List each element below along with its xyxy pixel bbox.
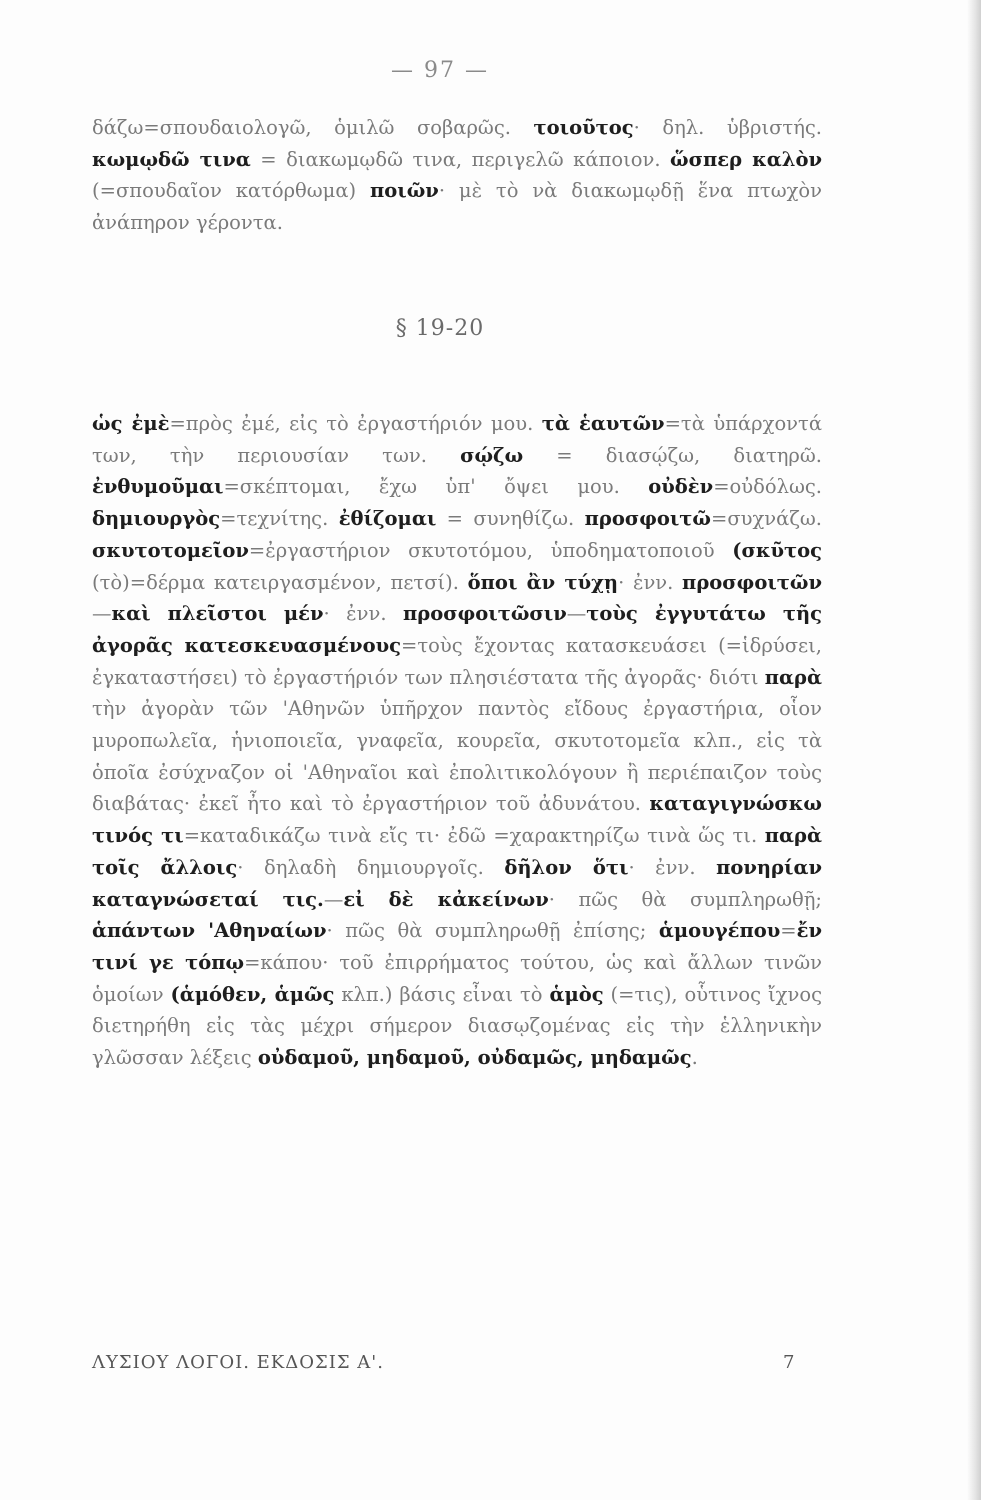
gloss-text: =τὰ ὑπάρχοντά των, τὴν περιουσίαν των. xyxy=(92,412,822,467)
printer-signature-mark: 7 xyxy=(783,1352,795,1373)
gloss-text: =κάπου· τοῦ ἐπιρρήματος τούτου, ὡς καὶ ἄλλων τινῶν ὁμοίων xyxy=(92,950,822,1006)
lemma: παρὰ xyxy=(764,665,822,689)
lemma: ἐνθυμοῦμαι xyxy=(92,475,224,499)
lemma: (σκῦτος xyxy=(732,538,822,562)
running-footer-title: ΛΥΣΙΟΥ ΛΟΓΟΙ. ΕΚΔΟΣΙΣ Α'. xyxy=(92,1352,384,1373)
gloss-text: = διασῴζω, διατηρῶ. xyxy=(523,443,822,467)
commentary-paragraph-main xyxy=(92,408,822,1074)
lemma: προσφοιτῶν xyxy=(682,570,822,594)
lemma: τοιοῦτος xyxy=(533,116,634,139)
gloss-text: δάζω=σπουδαιολογῶ, ὁμιλῶ σοβαρῶς. xyxy=(92,116,534,139)
gloss-text: · πῶς θὰ συμπληρωθῇ ἐπίσης; xyxy=(326,919,659,943)
lemma: τοὺς ἐγγυτάτω τῆς ἀγορᾶς κατεσκευασμένους xyxy=(92,602,822,657)
lemma: καταγιγνώσκω τινός τι xyxy=(92,792,822,848)
lemma: ὥσπερ καλὸν xyxy=(670,147,822,171)
gloss-text: =καταδικάζω τινὰ εἴς τι· ἐδῶ =χαρακτηρίζω τινὰ ὥς τι. xyxy=(183,824,765,848)
gloss-text: · ἐνν. xyxy=(628,855,717,879)
gloss-text: =σκέπτομαι, ἔχω ὑπ' ὄψει μου. xyxy=(223,475,649,499)
gloss-text: =τοὺς ἔχοντας κατασκευάσει (=ἱδρύσει, ἐγκαταστήσει) τὸ ἐργαστήριόν των πλησιέστατα τῆς ἀγορᾶς· διότι xyxy=(92,633,822,689)
gloss-text: (τὸ)=δέρμα κατειργασμένον, πετσί). xyxy=(92,570,468,594)
gloss-text: · ἐνν. xyxy=(618,570,683,594)
lemma: ποιῶν xyxy=(370,179,439,203)
lemma: ἁμὸς xyxy=(549,982,604,1006)
lemma: οὐδαμοῦ, μηδαμοῦ, οὐδαμῶς, μηδαμῶς xyxy=(257,1046,692,1070)
lemma: σκυτοτομεῖον xyxy=(92,538,249,562)
lemma: προσφοιτῶσιν xyxy=(403,602,567,626)
gloss-text: =ἐργαστήριον σκυτοτόμου, ὑποδηματοποιοῦ xyxy=(248,538,733,562)
gloss-text: =τεχνίτης. xyxy=(220,507,339,531)
gloss-text: κλπ.) βάσις εἶναι τὸ xyxy=(334,982,550,1006)
lemma: καὶ πλεῖστοι μέν xyxy=(111,602,324,626)
lemma: ἐθίζομαι xyxy=(338,507,437,531)
lemma: παρὰ τοῖς ἄλλοις xyxy=(92,824,822,879)
gloss-text: = διακωμῳδῶ τινα, περιγελῶ κάποιον. xyxy=(250,147,671,171)
gloss-text: · δηλαδὴ δημιουργοῖς. xyxy=(237,855,505,879)
gloss-text: — xyxy=(566,602,587,626)
lemma: τὰ ἑαυτῶν xyxy=(541,412,665,435)
lemma: σῴζω xyxy=(460,443,524,467)
lemma: ἔν τινί γε τόπῳ xyxy=(92,919,822,974)
gloss-text: (=τις), οὗτινος ἴχνος διετηρήθη εἰς τὰς μέχρι σήμερον διασῳζομένας εἰς τὴν ἑλληνικὴν γλῶσσαν λέξεις xyxy=(92,982,822,1070)
gloss-text: — xyxy=(323,887,344,911)
gloss-text: · πῶς θὰ συμπληρωθῇ; xyxy=(548,887,822,911)
gloss-text: (=σπουδαῖον κατόρθωμα) xyxy=(92,179,371,203)
lemma: (ἁμόθεν, ἁμῶς xyxy=(170,982,335,1006)
lemma: οὐδὲν xyxy=(648,475,714,499)
lemma: εἰ δὲ κἀκείνων xyxy=(343,887,549,911)
gloss-text: · μὲ τὸ νὰ διακωμῳδῇ ἕνα πτωχὸν ἀνάπηρον γέροντα. xyxy=(92,179,823,235)
lemma: ὅποι ἂν τύχῃ xyxy=(467,570,619,594)
page-edge-shadow xyxy=(967,0,981,1500)
lemma: δῆλον ὅτι xyxy=(504,855,629,879)
gloss-text: — xyxy=(92,602,112,626)
gloss-text: =οὐδόλως. xyxy=(713,475,822,499)
gloss-text: = xyxy=(780,919,797,943)
lemma: προσφοιτῶ xyxy=(584,507,711,531)
gloss-text: =συχνάζω. xyxy=(710,507,822,531)
lemma: ὡς ἐμὲ xyxy=(92,412,170,435)
gloss-text: · δηλ. ὑβριστής. xyxy=(633,116,822,139)
lemma: ἁπάντων 'Αθηναίων xyxy=(92,919,327,943)
lemma: πονηρίαν καταγνώσεταί τις. xyxy=(92,855,822,911)
section-heading: § 19-20 xyxy=(395,316,485,341)
lemma: ἁμουγέπου xyxy=(658,919,781,943)
gloss-text: τὴν ἀγορὰν τῶν 'Αθηνῶν ὑπῆρχον παντὸς εἴδους ἐργαστήρια, οἷον μυροπωλεῖα, ἡνιοποιεῖα, γναφεῖα, κουρεῖα, σκυτοτομεῖα κλπ., εἰς τὰ ὁποῖα ἐσύχναζον οἱ 'Αθηναῖοι καὶ ἐπολιτικολόγουν ἢ περιέπαιζον τοὺς διαβάτας· ἐκεῖ ἦτο καὶ τὸ ἐργαστήριον τοῦ ἀδυνάτου. xyxy=(92,697,822,816)
gloss-text: = συνηθίζω. xyxy=(436,507,585,531)
lemma: κωμῳδῶ τινα xyxy=(92,147,251,171)
gloss-text: . xyxy=(691,1046,698,1070)
lemma: δημιουργὸς xyxy=(92,507,221,531)
gloss-text: · ἐνν. xyxy=(323,602,403,626)
page-number: — 97 — xyxy=(391,58,489,83)
gloss-text: =πρὸς ἐμέ, εἰς τὸ ἐργαστήριόν μου. xyxy=(169,412,542,435)
commentary-paragraph-top xyxy=(92,112,822,239)
